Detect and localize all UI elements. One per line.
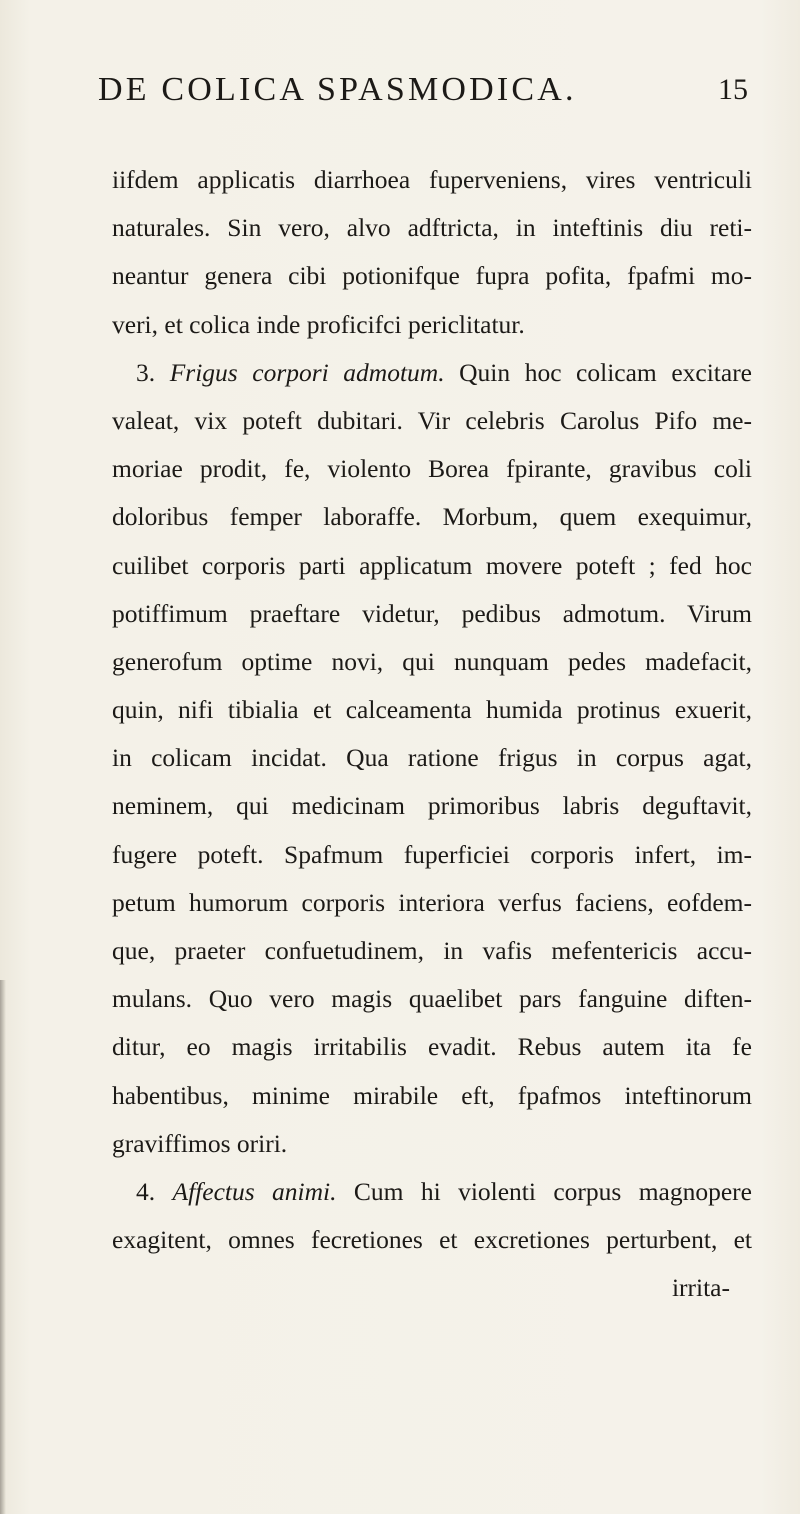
text-line xyxy=(112,542,752,590)
text-line xyxy=(112,1023,752,1071)
page-number: 15 xyxy=(718,73,748,106)
text-line xyxy=(112,1120,752,1168)
text-segment: 4. xyxy=(136,1176,173,1206)
text-line xyxy=(112,686,752,734)
text-line xyxy=(112,252,752,300)
text-segment: mulans. Quo vero magis quaelibet pars fanguine diften- xyxy=(112,984,752,1014)
text-segment: Quin hoc colicam excitare xyxy=(444,357,753,387)
text-line xyxy=(112,782,752,830)
text-segment: fugere poteft. Spafmum fuperficiei corporis infert, im- xyxy=(112,839,752,869)
text-line xyxy=(112,831,752,879)
text-line xyxy=(112,445,752,493)
section-heading: Frigus corpori admotum. xyxy=(169,357,445,387)
text-segment: petum humorum corporis interiora verfus faciens, eofdem- xyxy=(112,887,752,917)
text-segment: moriae prodit, fe, violento Borea fpirante, gravibus coli xyxy=(112,454,752,484)
text-line xyxy=(112,734,752,782)
text-segment: potiffimum praeftare videtur, pedibus admotum. Virum xyxy=(112,598,752,628)
text-segment: habentibus, minime mirabile eft, fpafmos inteftinorum xyxy=(112,1080,752,1110)
text-line xyxy=(112,879,752,927)
text-line xyxy=(112,975,752,1023)
section-heading: Affectus animi. xyxy=(172,1176,337,1206)
text-segment: neantur genera cibi potionifque fupra pofita, fpafmi mo- xyxy=(112,261,752,291)
body-text xyxy=(112,156,752,1313)
text-line xyxy=(112,349,752,397)
text-line xyxy=(112,204,752,252)
text-segment: 3. xyxy=(136,357,170,387)
text-line xyxy=(112,1072,752,1120)
text-line xyxy=(112,301,752,349)
text-segment: que, praeter confuetudinem, in vafis mefentericis accu- xyxy=(112,936,752,965)
text-segment: neminem, qui medicinam primoribus labris deguftavit, xyxy=(112,791,752,821)
text-segment: cuilibet corporis parti applicatum movere poteft ; fed hoc xyxy=(112,550,752,580)
text-line xyxy=(112,1168,752,1216)
text-segment: Cum hi violenti corpus magnopere xyxy=(336,1176,752,1206)
running-title: DE COLICA SPASMODICA. xyxy=(98,71,577,108)
text-line xyxy=(112,156,752,204)
text-segment: irrita- xyxy=(671,1273,730,1303)
text-segment: ditur, eo magis irritabilis evadit. Rebus autem ita fe xyxy=(112,1032,752,1062)
text-line xyxy=(112,493,752,541)
text-segment: doloribus femper laboraffe. Morbum, quem exequimur, xyxy=(112,502,752,532)
text-segment: quin, nifi tibialia et calceamenta humida protinus exuerit, xyxy=(112,695,752,725)
text-segment: graviffimos oriri. xyxy=(112,1128,288,1158)
text-segment: iifdem applicatis diarrhoea fuperveniens, vires ventriculi xyxy=(112,165,752,194)
text-line xyxy=(112,1216,752,1264)
running-head xyxy=(98,68,748,112)
text-line xyxy=(112,397,752,445)
catchword xyxy=(112,1264,752,1312)
text-segment: veri, et colica inde proficifci periclitatur. xyxy=(112,309,525,339)
text-segment: naturales. Sin vero, alvo adftricta, in inteftinis diu reti- xyxy=(112,213,752,243)
text-line xyxy=(112,927,752,975)
text-segment: valeat, vix poteft dubitari. Vir celebris Carolus Pifo me- xyxy=(112,405,752,435)
text-line xyxy=(112,638,752,686)
binding-shadow xyxy=(0,980,6,1514)
text-line xyxy=(112,590,752,638)
text-segment: exagitent, omnes fecretiones et excretiones perturbent, et xyxy=(112,1225,752,1255)
text-segment: in colicam incidat. Qua ratione frigus in corpus agat, xyxy=(112,743,752,773)
text-segment: generofum optime novi, qui nunquam pedes madefacit, xyxy=(112,646,752,676)
